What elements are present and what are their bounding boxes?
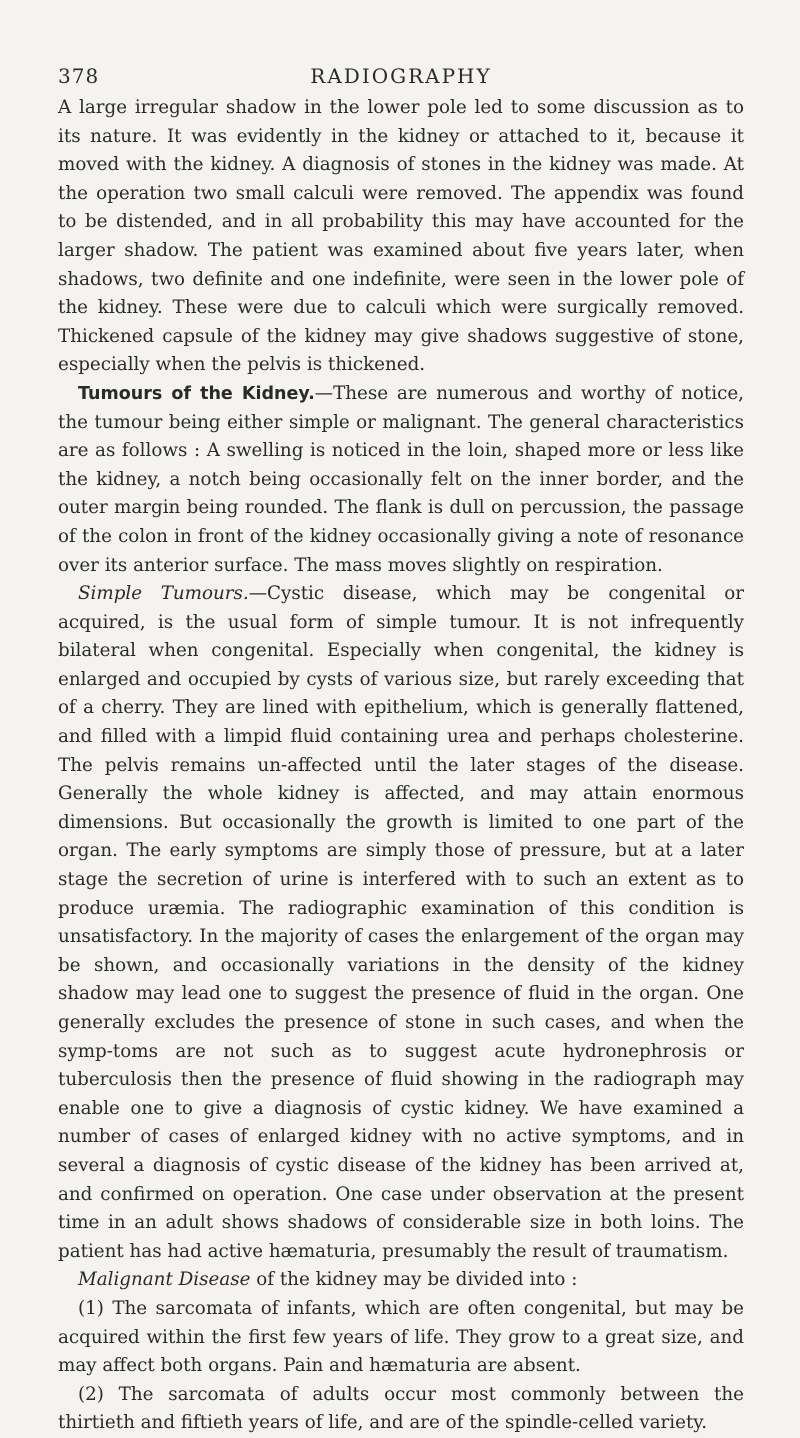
list-item-sarcomata-adults: (2) The sarcomata of adults occur most commonly between the thirtieth and fiftieth years of life, and are of the spindle-celled variety.: [58, 1383, 744, 1434]
book-page: [58, 64, 744, 1438]
paragraph-tumours-text: —These are numerous and worthy of notice, the tumour being either simple or malignant. The general characteristics are as follows : A swelling is noticed in the loin, shaped more or less like the kidney, a notch being occasionally felt on the inner border, and the outer margin being rounded. The flank is dull on percussion, the passage of the colon in front of the kidney occasionally giving a note of resonance over its anterior surface. The mass moves slightly on respiration.: [58, 382, 744, 576]
paragraph-tumours-of-kidney: [58, 380, 744, 580]
list-item-sarcomata-infants: (1) The sarcomata of infants, which are often congenital, but may be acquired within the first few years of life. They grow to a great size, and may affect both organs. Pain and hæmaturia are absent.: [58, 1297, 744, 1377]
paragraph-simple-tumours: [58, 580, 744, 1266]
subheading-simple-tumours: Simple Tumours.: [78, 583, 249, 605]
paragraph-calculi-case: A large irregular shadow in the lower pole led to some discussion as to its nature. It was evidently in the kidney or attached to it, because it moved with the kidney. A diagnosis of stones in the kidney was made. At the operation two small calculi were removed. The appendix was found to be distended, and in all probability this may have accounted for the larger shadow. The patient was examined about five years later, when shadows, two definite and one indefinite, were seen in the lower pole of the kidney. These were due to calculi which were surgically removed. Thickened capsule of the kidney may give shadows suggestive of stone, especially when the pelvis is thickened.: [58, 97, 744, 376]
body-text: [58, 94, 744, 1438]
subheading-malignant-disease: Malignant Disease: [78, 1269, 251, 1291]
paragraph-simple-tumours-text: —Cystic disease, which may be congenital or acquired, is the usual form of simple tumour. It is not infrequently bilateral when congenital. Especially when congenital, the kidney is enlarged and occupied by cysts of various size, but rarely exceeding that of a cherry. They are lined with epithelium, which is generally flattened, and filled with a limpid fluid containing urea and perhaps cholesterine. The pelvis remains un-affected until the later stages of the disease. Generally the whole kidney is affected, and may attain enormous dimensions. But occasionally the growth is limited to one part of the organ. The early symptoms are simply those of pressure, but at a later stage the secretion of urine is interfered with to such an extent as to produce uræmia. The radiographic examination of this condition is unsatisfactory. In the majority of cases the enlargement of the organ may be shown, and occasionally variations in the density of the kidney shadow may lead one to suggest the presence of fluid in the organ. One generally excludes the presence of stone in such cases, and when the symp-toms are not such as to suggest acute hydronephrosis or tuberculosis then the presence of fluid showing in the radiograph may enable one to give a diagnosis of cystic kidney. We have examined a number of cases of enlarged kidney with no active symptoms, and in several a diagnosis of cystic disease of the kidney has been arrived at, and confirmed on operation. One case under observation at the present time in an adult shows shadows of considerable size in both loins. The patient has had active hæmaturia, presumably the result of traumatism.: [58, 583, 744, 1262]
page-number: 378: [58, 64, 100, 88]
running-title: RADIOGRAPHY: [310, 64, 492, 88]
paragraph-malignant-text: of the kidney may be divided into :: [250, 1269, 578, 1291]
section-heading-tumours: Tumours of the Kidney.: [78, 383, 315, 404]
paragraph-malignant-disease: [58, 1266, 744, 1295]
page-header: [58, 64, 744, 94]
